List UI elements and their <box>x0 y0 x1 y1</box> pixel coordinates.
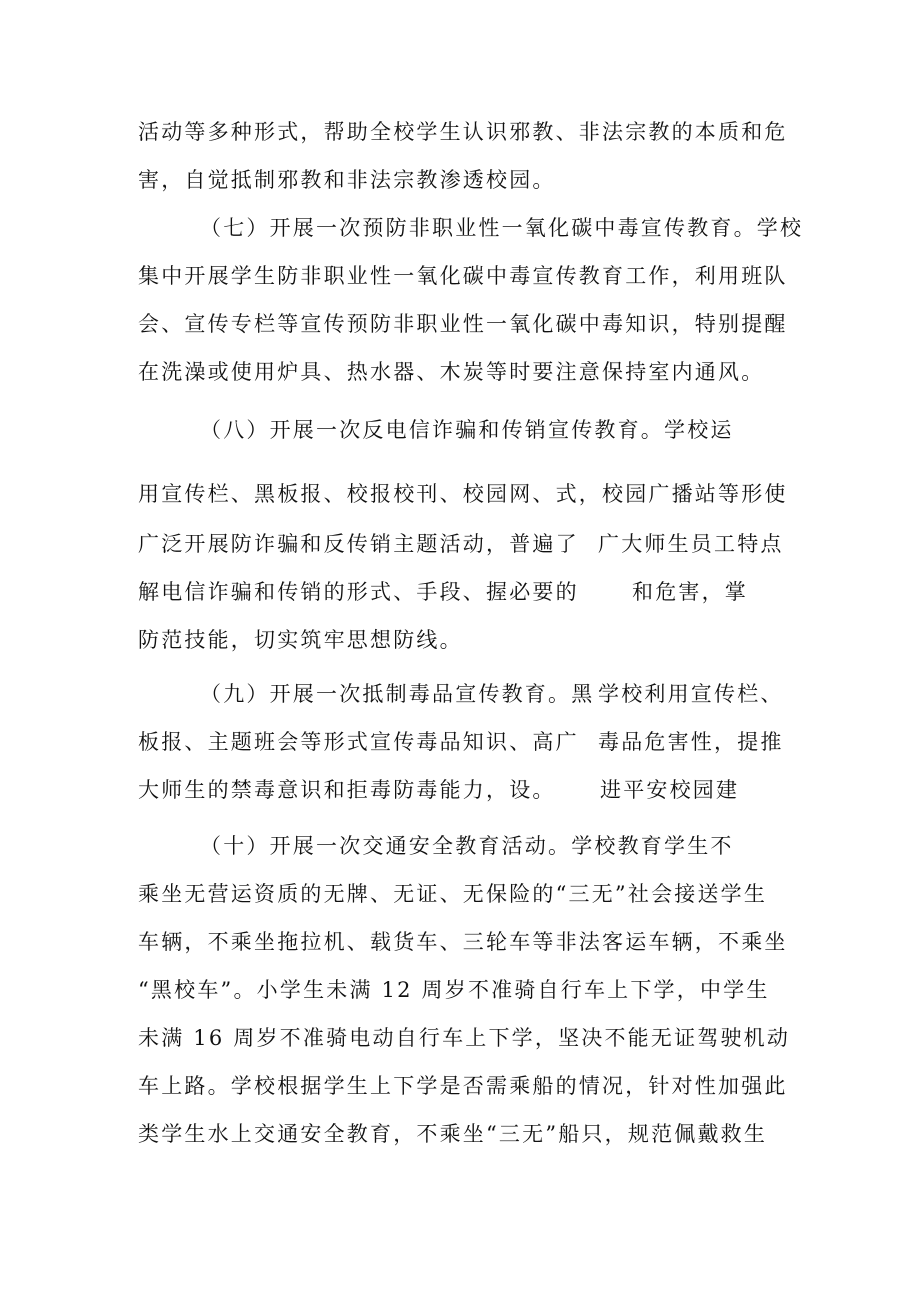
text-segment: 学校利用宣传栏、 <box>598 682 784 706</box>
section-heading-line: （八）开展一次反电信诈骗和传销宣传教育。学校运 <box>200 418 734 442</box>
text-segment: 和危害，掌 <box>632 580 748 604</box>
text-segment: 板报、主题班会等形式宣传毒品知识、高广 <box>138 730 579 754</box>
section-heading-line: （七）开展一次预防非职业性一氧化碳中毒宣传教育。学校 <box>200 216 804 240</box>
text-segment: 广大师生员工特点 <box>598 532 784 556</box>
text-segment: 大师生的禁毒意识和拒毒防毒能力，设。 <box>138 778 556 802</box>
text-line: 未满 16 周岁不准骑电动自行车上下学，坚决不能无证驾驶机动 <box>138 1026 791 1050</box>
text-line: 乘坐无营运资质的无牌、无证、无保险的“三无”社会接送学生 <box>138 882 768 906</box>
text-segment: 进平安校园建 <box>600 778 740 802</box>
text-line: 集中开展学生防非职业性一氧化碳中毒宣传教育工作，利用班队 <box>138 264 788 288</box>
section-heading-line: （十）开展一次交通安全教育活动。学校教育学生不 <box>200 834 734 858</box>
text-line: 用宣传栏、黑板报、校报校刊、校园网、式，校园广播站等形使 <box>138 482 788 506</box>
section-heading-segment: （九）开展一次抵制毒品宣传教育。黑 <box>200 682 595 706</box>
text-line: 害，自觉抵制邪教和非法宗教渗透校园。 <box>138 168 556 192</box>
text-segment: 毒品危害性，提推 <box>598 730 784 754</box>
text-line: 车上路。学校根据学生上下学是否需乘船的情况，针对性加强此 <box>138 1074 788 1098</box>
text-line: 类学生水上交通安全教育，不乘坐“三无”船只，规范佩戴救生 <box>138 1122 768 1146</box>
text-line: 会、宣传专栏等宣传预防非职业性一氧化碳中毒知识，特别提醒 <box>138 312 788 336</box>
text-line: 在洗澡或使用炉具、热水器、木炭等时要注意保持室内通风。 <box>138 360 765 384</box>
text-line: 防范技能，切实筑牢思想防线。 <box>138 628 463 652</box>
text-line: 活动等多种形式，帮助全校学生认识邪教、非法宗教的本质和危 <box>138 120 788 144</box>
text-line: “黑校车”。小学生未满 12 周岁不准骑自行车上下学，中学生 <box>138 978 770 1002</box>
text-segment: 广泛开展防诈骗和反传销主题活动，普遍了 <box>138 532 579 556</box>
text-segment: 解电信诈骗和传销的形式、手段、握必要的 <box>138 580 579 604</box>
text-line: 车辆，不乘坐拖拉机、载货车、三轮车等非法客运车辆，不乘坐 <box>138 930 788 954</box>
